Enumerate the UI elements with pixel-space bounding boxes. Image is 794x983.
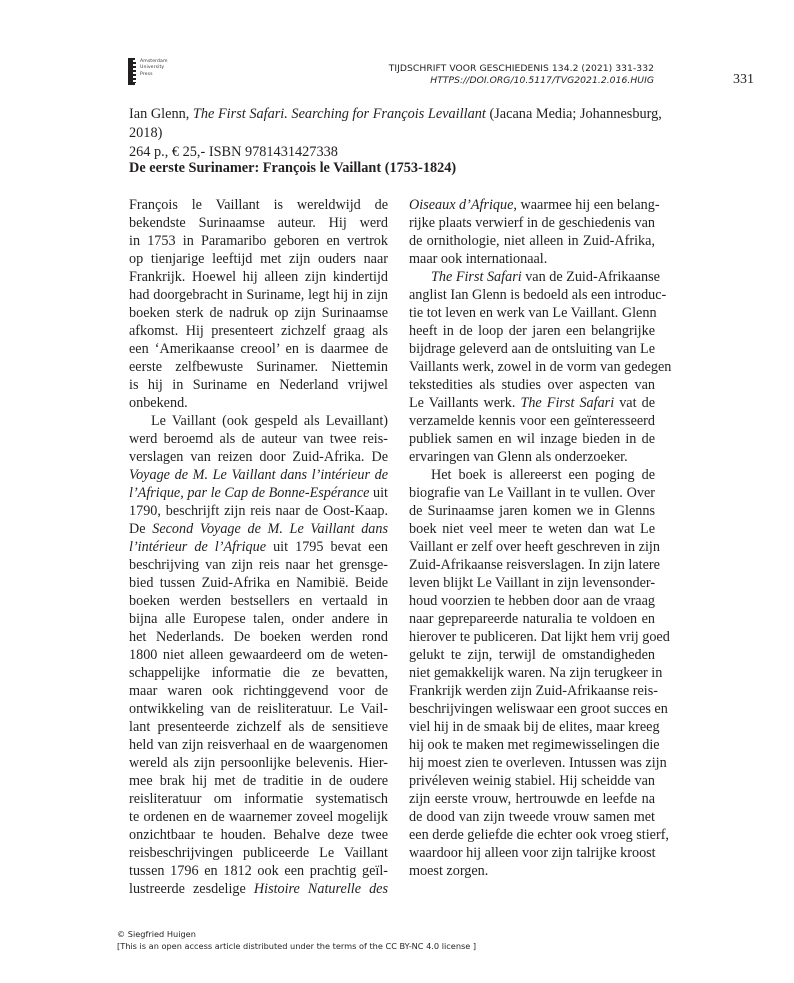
text-line: wereld als zijn persoonlijke belevenis. Hier-	[129, 755, 388, 771]
text-line: heeft in de loop der jaren een belangrijke	[409, 323, 655, 339]
footer	[117, 929, 476, 952]
text-line: moest zorgen.	[409, 863, 489, 879]
doi-link[interactable]: HTTPS://DOI.ORG/10.5117/TVG2021.2.016.HUIG	[430, 74, 654, 86]
book-details: 264 p., € 25,- ISBN 9781431427338	[129, 144, 338, 160]
text-line: eerste zelfbewuste Surinamer. Niettemin	[129, 359, 388, 375]
text-line: zijn eerste vrouw, hertrouwde en leefde na	[409, 791, 655, 807]
text-line: tussen 1796 en 1812 ook een prachtig geïl-	[129, 863, 388, 879]
text-line: een ‘Amerikaanse creool’ en is daarmee de	[129, 341, 388, 357]
text-line: ontwikkeling van de reisliteratuur. Le Vail-	[129, 701, 388, 717]
text-line: 1790, beschrijft zijn reis naar de Oost-Kaap.	[129, 503, 388, 519]
text-line: Het boek is allereerst een poging de	[431, 467, 655, 483]
text-line: leven blijkt Le Vaillant in zijn levensonder-	[409, 575, 656, 591]
text-line: 1800 niet alleen gewaardeerd om de weten-	[129, 647, 388, 663]
text-line: ervaringen van Glenn als onderzoeker.	[409, 449, 628, 465]
text-line: beschrijving van zijn reis naar het grensge-	[129, 557, 388, 573]
text-line: publiek samen en wil inzage bieden in de	[409, 431, 655, 447]
text-line: hij moest zien te overleven. Intussen was zijn	[409, 755, 667, 771]
text-line: Le Vaillants werk. The First Safari vat de	[409, 395, 655, 411]
text-line: gelukt te zijn, terwijl de omstandigheden	[409, 647, 655, 663]
text-line: Voyage de M. Le Vaillant dans l’intérieur de	[129, 467, 388, 483]
text-line: bijdrage geleverd aan de ontsluiting van Le	[409, 341, 655, 357]
text-line: reisbeschrijvingen publiceerde Le Vaillant	[129, 845, 388, 861]
journal-citation: TIJDSCHRIFT VOOR GESCHIEDENIS 134.2 (2021) 331-332	[388, 63, 654, 74]
text-line: de ornithologie, niet alleen in Zuid-Afrika,	[409, 233, 655, 249]
copyright-notice: © Siegfried Huigen	[117, 929, 196, 939]
book-title: The First Safari. Searching for François Levaillant	[192, 106, 486, 122]
right-column	[409, 196, 672, 880]
text-line: Zuid-Afrikaanse reisverslagen. In zijn latere	[409, 557, 660, 573]
text-line: hierover te publiceren. Dat lijkt hem vrij goed	[409, 629, 670, 645]
text-line: onbekend.	[129, 395, 188, 411]
text-line: te ordenen en de waarnemer zoveel mogelijk	[129, 809, 388, 825]
text-line: biografie van Le Vaillant in te vullen. Over	[409, 485, 655, 501]
text-line: boeken werden bestsellers en vertaald in	[129, 593, 388, 609]
page-number: 331	[733, 72, 754, 87]
aup-logo-icon	[128, 58, 135, 85]
publisher-info: (Jacana Media; Johannesburg, 2018)	[129, 106, 662, 141]
text-line: bijna alle Europese talen, onder andere in	[129, 611, 388, 627]
text-line: houd voorzien te hebben door aan de vraag	[409, 593, 655, 609]
text-line: anglist Ian Glenn is bedoeld als een introduc-	[409, 287, 667, 303]
text-line: tie tot leven en werk van Le Vaillant. Glenn	[409, 305, 657, 321]
text-line: beschrijvingen weliswaar een groot succes en	[409, 701, 668, 717]
text-line: maar waren ook richtinggevend voor de	[129, 683, 388, 699]
text-line: l’intérieur de l’Afrique uit 1795 bevat een	[129, 539, 388, 555]
text-line: reisliteratuur om informatie systematisch	[129, 791, 388, 807]
text-line: mee brak hij met de traditie in de oudere	[129, 773, 388, 789]
text-line: afkomst. Hij presenteert zichzelf graag als	[129, 323, 388, 339]
text-line: Frankrijk werden zijn Zuid-Afrikaanse reis-	[409, 683, 658, 699]
text-line: maar ook internationaal.	[409, 251, 548, 267]
text-line: onzichtbaar te houden. Behalve deze twee	[129, 827, 388, 843]
text-line: bied tussen Zuid-Afrika en Namibië. Beide	[129, 575, 388, 591]
text-line: rijke plaats verwierf in de geschiedenis van	[409, 215, 655, 231]
text-line: boeken sterk de nadruk op zijn Surinaamse	[129, 305, 388, 321]
text-line: hij ook te maken met regimewisselingen die	[409, 737, 660, 753]
text-line: is hij in Suriname en Nederland vrijwel	[129, 377, 388, 393]
book-citation	[129, 105, 669, 162]
text-line: lant presenteerde zichzelf als de sensitieve	[129, 719, 388, 735]
text-line: verzamelde kennis voor een geïnteresseerd	[409, 413, 655, 429]
text-line: held van zijn reisverhaal en de waargenomen	[129, 737, 388, 753]
text-line: François le Vaillant is wereldwijd de	[129, 197, 388, 213]
left-column	[129, 196, 388, 898]
text-line: Le Vaillant (ook gespeld als Levaillant)	[151, 413, 388, 429]
text-line: tekstedities als studies over aspecten van	[409, 377, 655, 393]
text-line: l’Afrique, par le Cap de Bonne-Espérance uit	[129, 485, 388, 501]
text-line: een derde geliefde die echter ook vroeg stierf,	[409, 827, 669, 843]
text-line: Oiseaux d’Afrique, waarmee hij een belang-	[409, 197, 660, 213]
text-line: De Second Voyage de M. Le Vaillant dans	[129, 521, 389, 537]
text-line: verslagen van reizen door Zuid-Afrika. De	[129, 449, 388, 465]
journal-header	[389, 63, 654, 86]
text-line: bekendste Surinaamse auteur. Hij werd	[129, 215, 388, 231]
text-line: schappelijke informatie die ze bevatten,	[129, 665, 388, 681]
text-line: Frankrijk. Hoewel hij alleen zijn kindertijd	[129, 269, 388, 285]
text-line: The First Safari van de Zuid-Afrikaanse	[431, 269, 660, 285]
text-line: waardoor hij alleen voor zijn talrijke kroost	[409, 845, 656, 861]
text-line: boek niet veel meer te weten dan wat Le	[409, 521, 655, 537]
text-line: Vaillant er zelf over heeft geschreven in zijn	[409, 539, 660, 555]
article-title: De eerste Surinamer: François le Vaillant (1753-1824)	[129, 160, 457, 176]
text-line: naar geprepareerde naturalia te voldoen en	[409, 611, 655, 627]
text-line: de Surinaamse jaren komen we in Glenns	[409, 503, 655, 519]
text-line: had doorgebracht in Suriname, legt hij in zijn	[129, 287, 388, 303]
text-line: niet gemakkelijk waren. Na zijn terugkeer in	[409, 665, 663, 681]
text-line: het Nederlands. De boeken werden rond	[129, 629, 388, 645]
publisher-logo	[128, 58, 188, 86]
text-line: Vaillants werk, zowel in de vorm van gedegen	[409, 359, 672, 375]
license-notice: [This is an open access article distributed under the terms of the CC BY-NC 4.0 license ]	[117, 940, 477, 951]
text-line: werd beroemd als de auteur van twee reis-	[129, 431, 388, 447]
text-line: de dood van zijn tweede vrouw samen met	[409, 809, 655, 825]
text-line: in 1753 in Paramaribo geboren en vertrok	[129, 233, 388, 249]
book-author: Ian Glenn,	[129, 106, 193, 122]
logo-text: Amsterdam University Press	[140, 59, 168, 77]
text-line: lustreerde zesdelige Histoire Naturelle des	[129, 881, 388, 897]
text-line: privéleven weinig stabiel. Hij scheidde van	[409, 773, 655, 789]
text-line: op tienjarige leeftijd met zijn ouders naar	[129, 251, 388, 267]
text-line: viel hij in de smaak bij de elites, maar kreeg	[409, 719, 660, 735]
